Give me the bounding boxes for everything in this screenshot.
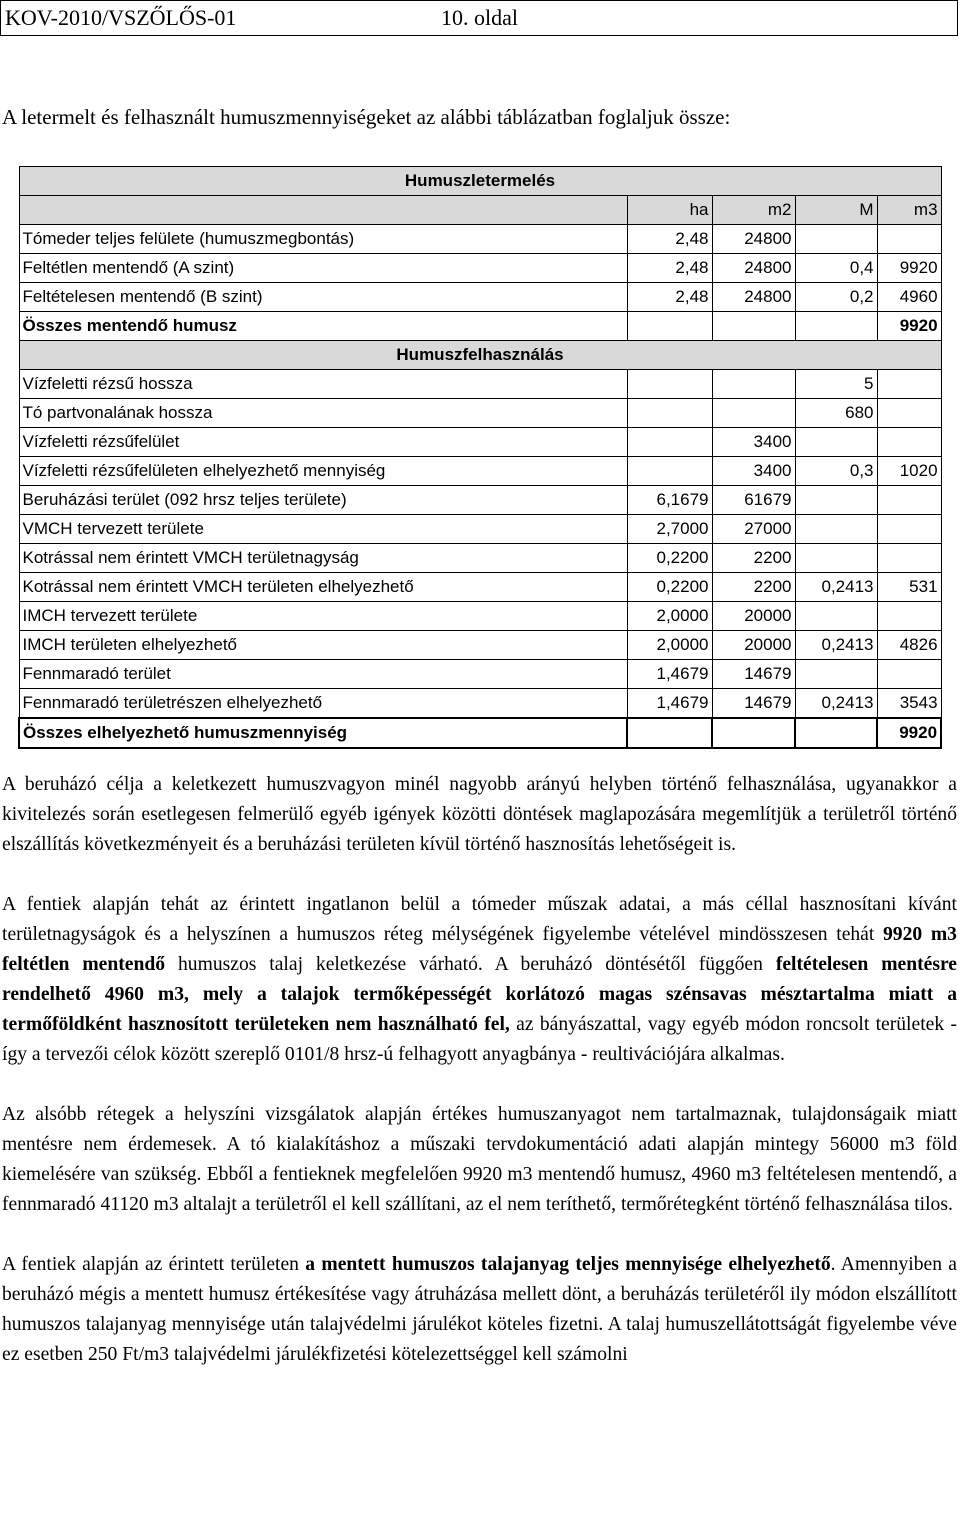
table-cell	[712, 312, 795, 341]
table-cell: 2,7000	[627, 515, 712, 544]
table-cell	[877, 515, 941, 544]
table-row	[19, 573, 941, 602]
table-cell	[627, 718, 712, 748]
row-label: Összes elhelyezhető humuszmennyiség	[19, 718, 627, 748]
unit-header: m2	[712, 196, 795, 225]
table-cell: 680	[795, 399, 877, 428]
table-cell	[877, 225, 941, 254]
paragraph-1: A beruházó célja a keletkezett humuszvagyon minél nagyobb arányú helyben történő felhasználása, ugyanakkor a kivitelezés során esetlegesen felmerülő egyéb igények közötti döntések maglapozására megemlítjük a területről történő elszállítás következményeit és a beruházási területen kívül történő hasznosítás lehetőségeit is.	[2, 774, 957, 855]
table-cell: 9920	[877, 718, 941, 748]
row-label: Vízfeletti rézsűfelületen elhelyezhető mennyiség	[19, 457, 627, 486]
table-cell: 2,48	[627, 254, 712, 283]
table-cell	[795, 718, 877, 748]
unit-header: ha	[627, 196, 712, 225]
table-row	[19, 370, 941, 399]
table-cell: 1,4679	[627, 689, 712, 719]
table-cell	[627, 428, 712, 457]
table-cell: 0,2200	[627, 573, 712, 602]
table-cell: 4960	[877, 283, 941, 312]
total-row-placeable	[19, 718, 941, 748]
table-cell: 9920	[877, 254, 941, 283]
row-label: Feltételesen mentendő (B szint)	[19, 283, 627, 312]
row-label: Kotrással nem érintett VMCH területen elhelyezhető	[19, 573, 627, 602]
row-label: Feltétlen mentendő (A szint)	[19, 254, 627, 283]
row-label: Tómeder teljes felülete (humuszmegbontás)	[19, 225, 627, 254]
table-cell	[795, 486, 877, 515]
table-cell	[877, 399, 941, 428]
page-header	[0, 0, 958, 36]
table-cell: 0,2	[795, 283, 877, 312]
unit-header: M	[795, 196, 877, 225]
table-cell: 2,48	[627, 225, 712, 254]
row-label: Tó partvonalának hossza	[19, 399, 627, 428]
document-id: KOV-2010/VSZŐLŐS-01	[5, 5, 237, 30]
table-cell: 2,0000	[627, 631, 712, 660]
table-row	[19, 457, 941, 486]
table-cell	[877, 544, 941, 573]
table-row	[19, 689, 941, 719]
table-cell	[795, 428, 877, 457]
table-cell	[795, 602, 877, 631]
table-row	[19, 515, 941, 544]
table-cell: 3400	[712, 428, 795, 457]
row-label: Kotrással nem érintett VMCH területnagyság	[19, 544, 627, 573]
table-cell: 5	[795, 370, 877, 399]
table-cell: 3400	[712, 457, 795, 486]
table-cell	[712, 370, 795, 399]
table-cell	[877, 428, 941, 457]
humus-table	[18, 166, 942, 749]
body-text	[2, 770, 957, 1370]
table-cell	[712, 718, 795, 748]
table-cell	[877, 602, 941, 631]
table-cell: 9920	[877, 312, 941, 341]
table-cell	[627, 312, 712, 341]
table-cell: 24800	[712, 254, 795, 283]
table-cell	[877, 660, 941, 689]
table-row	[19, 544, 941, 573]
table-cell: 2200	[712, 544, 795, 573]
unit-header: m3	[877, 196, 941, 225]
table-row	[19, 660, 941, 689]
table-cell	[795, 515, 877, 544]
table-cell: 4826	[877, 631, 941, 660]
row-label: IMCH tervezett területe	[19, 602, 627, 631]
paragraph-4: A fentiek alapján az érintett területen a mentett humuszos talajanyag teljes mennyisége elhelyezhető. Amennyiben a beruházó mégis a mentett humusz értékesítése vagy átruházása mellett dönt, a beruházás területéről ily módon elszállított humuszos talajanyag mennyisége után talajvédelmi járulékot köteles fizetni. A talaj humuszellátottságát figyelembe véve ez esetben 250 Ft/m3 talajvédelmi járulékfizetési kötelezettséggel kell számolni	[2, 1254, 958, 1365]
table-cell: 61679	[712, 486, 795, 515]
paragraph-3: Az alsóbb rétegek a helyszíni vizsgálatok alapján értékes humuszanyagot nem tartalmaznak, tulajdonságaik miatt mentésre nem érdemesek. A tó kialakításhoz a műszaki tervdokumentáció adati alapján mintegy 56000 m3 föld kiemelésére van szükség. Ebből a fentieknek megfelelően 9920 m3 mentendő humusz, 4960 m3 feltételesen mentendő, a fennmaradó 41120 m3 altalajt a területről el kell szállítani, az el nem teríthető, termőrétegként történő felhasználása tilos.	[2, 1104, 957, 1215]
row-label: VMCH tervezett területe	[19, 515, 627, 544]
section-title: Humuszletermelés	[19, 167, 941, 196]
row-label: IMCH területen elhelyezhető	[19, 631, 627, 660]
table-row	[19, 428, 941, 457]
table-row	[19, 283, 941, 312]
paragraph-2: A fentiek alapján tehát az érintett ingatlanon belül a tómeder műszak adatai, a más céllal hasznosítani kívánt területnagyságok és a helyszínen a humuszos réteg mélységének figyelembe vételével mindösszesen tehát 9920 m3 feltétlen mentendő humuszos talaj keletkezése várható. A beruházó döntésétől függően feltételesen mentésre rendelhető 4960 m3, mely a talajok termőképességét korlátozó magas szénsavas mésztartalma miatt a termőföldként hasznosított területeken nem használható fel, az bányászattal, vagy egyéb módon roncsolt területek - így a tervezői célok között szereplő 0101/8 hrsz-ú felhagyott anyagbánya - reultivációjára alkalmas.	[2, 894, 958, 1065]
table-cell	[877, 486, 941, 515]
row-label: Összes mentendő humusz	[19, 312, 627, 341]
table-cell: 14679	[712, 689, 795, 719]
table-cell	[795, 544, 877, 573]
table-row	[19, 254, 941, 283]
section-header-usage	[19, 341, 941, 370]
table-cell: 24800	[712, 283, 795, 312]
table-cell: 20000	[712, 602, 795, 631]
row-label: Fennmaradó terület	[19, 660, 627, 689]
table-cell: 2,48	[627, 283, 712, 312]
total-row-saved	[19, 312, 941, 341]
table-cell: 24800	[712, 225, 795, 254]
table-cell: 3543	[877, 689, 941, 719]
table-cell: 14679	[712, 660, 795, 689]
page-number: 10. oldal	[441, 5, 518, 30]
table-cell: 2,0000	[627, 602, 712, 631]
table-cell	[627, 399, 712, 428]
table-cell: 0,2413	[795, 689, 877, 719]
units-blank	[19, 196, 627, 225]
table-cell	[877, 370, 941, 399]
table-cell: 0,4	[795, 254, 877, 283]
table-row	[19, 631, 941, 660]
units-row	[19, 196, 941, 225]
table-cell: 0,2200	[627, 544, 712, 573]
row-label: Fennmaradó területrészen elhelyezhető	[19, 689, 627, 719]
table-row	[19, 399, 941, 428]
table-cell: 20000	[712, 631, 795, 660]
row-label: Vízfeletti rézsűfelület	[19, 428, 627, 457]
table-row	[19, 602, 941, 631]
table-cell	[795, 660, 877, 689]
intro-text: A letermelt és felhasznált humuszmennyiségeket az alábbi táblázatban foglaljuk össze:	[2, 105, 731, 129]
table-cell: 0,2413	[795, 631, 877, 660]
table-cell: 6,1679	[627, 486, 712, 515]
table-cell	[712, 399, 795, 428]
table-cell	[627, 457, 712, 486]
row-label: Vízfeletti rézsű hossza	[19, 370, 627, 399]
section-title: Humuszfelhasználás	[19, 341, 941, 370]
table-cell: 1020	[877, 457, 941, 486]
table-cell	[795, 225, 877, 254]
table-cell: 0,3	[795, 457, 877, 486]
table-cell: 27000	[712, 515, 795, 544]
table-row	[19, 225, 941, 254]
table-cell: 2200	[712, 573, 795, 602]
table-row	[19, 486, 941, 515]
table-cell	[627, 370, 712, 399]
table-cell	[795, 312, 877, 341]
table-cell: 531	[877, 573, 941, 602]
table-cell: 1,4679	[627, 660, 712, 689]
section-header-production	[19, 167, 941, 196]
row-label: Beruházási terület (092 hrsz teljes területe)	[19, 486, 627, 515]
table-cell: 0,2413	[795, 573, 877, 602]
